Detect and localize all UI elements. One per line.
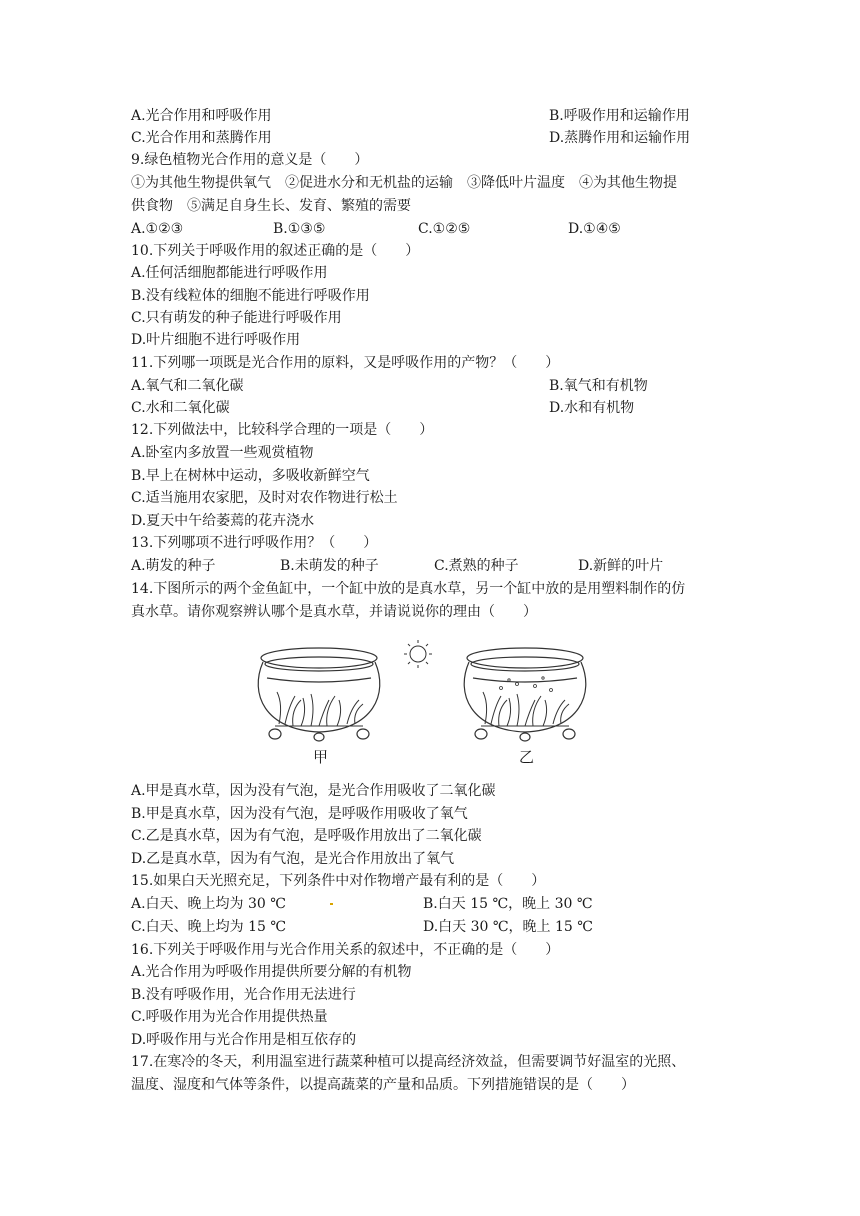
q12-option-b: B.早上在树林中运动，多吸收新鲜空气 <box>131 468 370 484</box>
fishbowl-left <box>258 648 380 741</box>
stray-mark <box>330 903 333 905</box>
q13-stem: 13.下列哪项不进行呼吸作用？（ ） <box>131 535 378 551</box>
q14-option-d: D.乙是真水草，因为有气泡，是光合作用放出了氧气 <box>131 851 455 867</box>
real-water-plants <box>481 692 569 726</box>
q14-option-c: C.乙是真水草，因为有气泡，是呼吸作用放出了二氧化碳 <box>131 828 482 844</box>
q14-option-a: A.甲是真水草，因为没有气泡，是光合作用吸收了二氧化碳 <box>131 783 496 799</box>
q11-row-2 <box>131 398 635 418</box>
q15-row-1 <box>131 894 593 914</box>
q12-option-c: C.适当施用农家肥，及时对农作物进行松土 <box>131 490 398 506</box>
q9-items-line-2: 供食物 ⑤满足自身生长、发育、繁殖的需要 <box>131 198 411 214</box>
q15-option-a: A.白天、晚上均为 30 ℃ <box>131 896 286 912</box>
q9-option-b: B.①③⑤ <box>273 221 326 237</box>
q10-stem: 10.下列关于呼吸作用的叙述正确的是（ ） <box>131 243 420 259</box>
fake-water-plants <box>275 692 363 726</box>
q8-option-b: B.呼吸作用和运输作用 <box>549 108 690 124</box>
q8-option-d: D.蒸腾作用和运输作用 <box>549 130 691 146</box>
q14-option-b: B.甲是真水草，因为没有气泡，是呼吸作用吸收了氧气 <box>131 806 468 822</box>
q17-stem-line-1: 17.在寒冷的冬天，利用温室进行蔬菜种植可以提高经济效益，但需要调节好温室的光照、 <box>131 1054 686 1070</box>
q11-option-d: D.水和有机物 <box>549 400 635 416</box>
fishbowl-right <box>464 648 586 741</box>
q14-stem-line-1: 14.下图所示的两个金鱼缸中，一个缸中放的是真水草，另一个缸中放的是用塑料制作的仿 <box>131 581 686 597</box>
q8-option-a: A.光合作用和呼吸作用 <box>131 108 272 124</box>
q9-option-d: D.①④⑤ <box>568 221 621 237</box>
q13-option-c: C.煮熟的种子 <box>434 558 519 574</box>
q10-option-a: A.任何活细胞都能进行呼吸作用 <box>131 265 328 281</box>
figure-label-left: 甲 <box>313 748 329 766</box>
q16-option-c: C.呼吸作用为光合作用提供热量 <box>131 1009 328 1025</box>
q15-option-d: D.白天 30 ℃，晚上 15 ℃ <box>423 919 593 935</box>
q15-row-2 <box>131 917 593 937</box>
q12-option-a: A.卧室内多放置一些观赏植物 <box>131 445 314 461</box>
q11-row-1 <box>131 376 648 396</box>
q8-row-2 <box>131 128 691 148</box>
q11-option-c: C.水和二氧化碳 <box>131 400 230 416</box>
q15-option-c: C.白天、晚上均为 15 ℃ <box>131 919 287 935</box>
q13-option-b: B.未萌发的种子 <box>280 558 379 574</box>
fishbowl-illustration <box>255 634 595 744</box>
q16-option-d: D.呼吸作用与光合作用是相互依存的 <box>131 1032 357 1048</box>
bubbles <box>500 677 553 692</box>
q9-stem: 9.绿色植物光合作用的意义是（ ） <box>131 152 369 168</box>
q13-option-d: D.新鲜的叶片 <box>578 558 664 574</box>
q15-option-b: B.白天 15 ℃，晚上 30 ℃ <box>423 896 593 912</box>
q12-stem: 12.下列做法中，比较科学合理的一项是（ ） <box>131 422 434 438</box>
q10-option-c: C.只有萌发的种子能进行呼吸作用 <box>131 310 342 326</box>
q9-option-a: A.①②③ <box>131 221 184 237</box>
q16-option-b: B.没有呼吸作用，光合作用无法进行 <box>131 987 356 1003</box>
q16-option-a: A.光合作用为呼吸作用提供所要分解的有机物 <box>131 964 412 980</box>
q12-option-d: D.夏天中午给萎蔫的花卉浇水 <box>131 513 315 529</box>
q16-stem: 16.下列关于呼吸作用与光合作用关系的叙述中，不正确的是（ ） <box>131 942 560 958</box>
q11-option-b: B.氧气和有机物 <box>549 378 648 394</box>
q14-stem-line-2: 真水草。请你观察辨认哪个是真水草，并请说说你的理由（ ） <box>131 604 537 620</box>
q11-stem: 11.下列哪一项既是光合作用的原料，又是呼吸作用的产物？（ ） <box>131 355 560 371</box>
q11-option-a: A.氧气和二氧化碳 <box>131 378 244 394</box>
q9-option-c: C.①②⑤ <box>418 221 471 237</box>
q8-row-1 <box>131 106 690 126</box>
q15-stem: 15.如果白天光照充足，下列条件中对作物增产最有利的是（ ） <box>131 873 546 889</box>
q13-option-a: A.萌发的种子 <box>131 558 216 574</box>
fishbowl-figure <box>255 634 595 772</box>
q9-items-line-1: ①为其他生物提供氧气 ②促进水分和无机盐的运输 ③降低叶片温度 ④为其他生物提 <box>131 175 677 191</box>
q13-options <box>131 556 664 576</box>
q10-option-b: B.没有线粒体的细胞不能进行呼吸作用 <box>131 288 370 304</box>
q10-option-d: D.叶片细胞不进行呼吸作用 <box>131 332 301 348</box>
q8-option-c: C.光合作用和蒸腾作用 <box>131 130 272 146</box>
q9-options <box>131 219 621 239</box>
sun-icon <box>404 640 432 668</box>
q17-stem-line-2: 温度、湿度和气体等条件，以提高蔬菜的产量和品质。下列措施错误的是（ ） <box>131 1077 635 1093</box>
figure-label-right: 乙 <box>519 748 535 766</box>
